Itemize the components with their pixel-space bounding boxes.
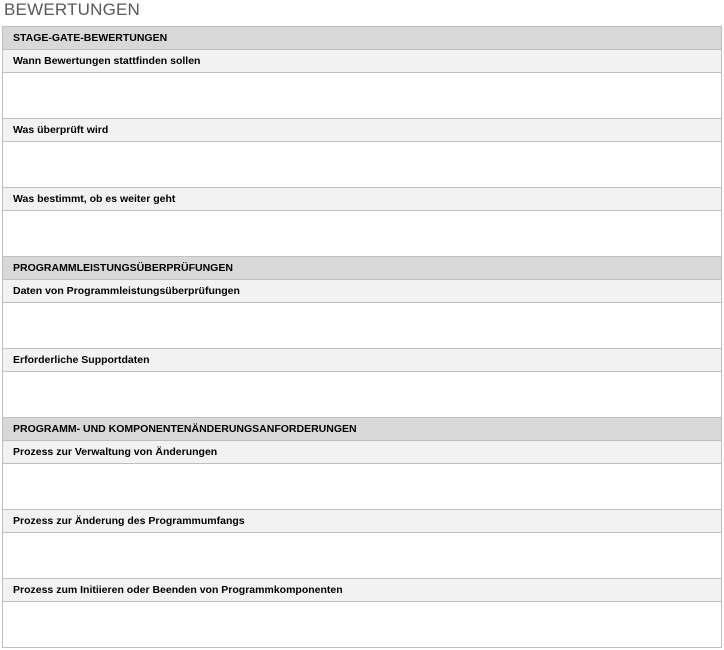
field-label-row: [3, 349, 722, 372]
evaluation-form-table: [2, 26, 722, 648]
field-input-row: [3, 533, 722, 579]
field-label-row: [3, 119, 722, 142]
field-input-what-determines-continuation[interactable]: [3, 211, 722, 257]
field-label-scope-change-process: Prozess zur Änderung des Programmumfangs: [3, 510, 722, 533]
field-input-row: [3, 211, 722, 257]
section-heading-stage-gate: STAGE-GATE-BEWERTUNGEN: [3, 27, 722, 50]
page-title: BEWERTUNGEN: [4, 0, 141, 19]
section-heading-change-requests: PROGRAMM- UND KOMPONENTENÄNDERUNGSANFORDERUNGEN: [3, 418, 722, 441]
field-label-required-support-data: Erforderliche Supportdaten: [3, 349, 722, 372]
field-label-row: [3, 510, 722, 533]
section-header-row: [3, 418, 722, 441]
field-label-row: [3, 280, 722, 303]
field-label-row: [3, 441, 722, 464]
field-input-when-evaluations[interactable]: [3, 73, 722, 119]
field-label-row: [3, 579, 722, 602]
section-header-row: [3, 27, 722, 50]
field-label-what-is-reviewed: Was überprüft wird: [3, 119, 722, 142]
section-heading-program-performance: PROGRAMMLEISTUNGSÜBERPRÜFUNGEN: [3, 257, 722, 280]
field-input-row: [3, 372, 722, 418]
field-input-row: [3, 464, 722, 510]
field-input-what-is-reviewed[interactable]: [3, 142, 722, 188]
field-input-row: [3, 303, 722, 349]
field-label-review-dates: Daten von Programmleistungsüberprüfungen: [3, 280, 722, 303]
field-label-change-management-process: Prozess zur Verwaltung von Änderungen: [3, 441, 722, 464]
field-label-row: [3, 188, 722, 211]
field-input-change-management-process[interactable]: [3, 464, 722, 510]
field-input-row: [3, 602, 722, 648]
field-label-when-evaluations: Wann Bewertungen stattfinden sollen: [3, 50, 722, 73]
field-input-component-initiation-process[interactable]: [3, 602, 722, 648]
field-input-review-dates[interactable]: [3, 303, 722, 349]
section-header-row: [3, 257, 722, 280]
field-input-row: [3, 73, 722, 119]
field-input-scope-change-process[interactable]: [3, 533, 722, 579]
field-label-what-determines-continuation: Was bestimmt, ob es weiter geht: [3, 188, 722, 211]
field-label-component-initiation-process: Prozess zum Initiieren oder Beenden von Programmkomponenten: [3, 579, 722, 602]
field-input-required-support-data[interactable]: [3, 372, 722, 418]
field-label-row: [3, 50, 722, 73]
field-input-row: [3, 142, 722, 188]
